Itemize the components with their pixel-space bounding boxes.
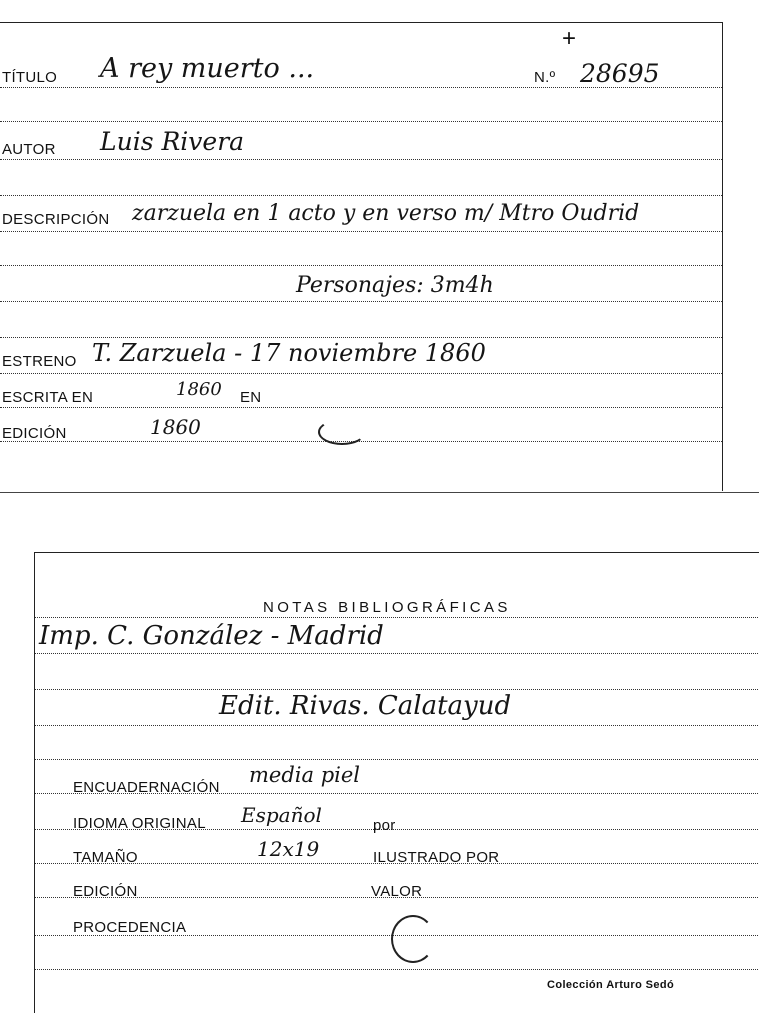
numero-value: 28695	[580, 59, 660, 88]
notes-line-2: Edit. Rivas. Calatayud	[219, 691, 512, 721]
titulo-value: A rey muerto ...	[100, 53, 315, 84]
rule	[0, 373, 722, 374]
estreno-value: T. Zarzuela - 17 noviembre 1860	[92, 339, 486, 367]
top-catalog-card	[0, 22, 723, 491]
idioma-original-label: IDIOMA ORIGINAL	[73, 815, 206, 832]
descripcion-value: zarzuela en 1 acto y en verso m/ Mtro Oudrid	[132, 201, 640, 226]
card-divider	[0, 492, 759, 493]
rule	[35, 689, 759, 690]
encuadernacion-value: media piel	[249, 763, 360, 787]
por-label: por	[373, 817, 396, 834]
notes-line-1: Imp. C. González - Madrid	[39, 621, 384, 651]
numero-label: N.º	[534, 69, 556, 86]
autor-value: Luis Rivera	[100, 127, 245, 156]
rule	[0, 231, 722, 232]
rule	[0, 195, 722, 196]
rule	[0, 301, 722, 302]
notas-heading: NOTAS BIBLIOGRÁFICAS	[263, 599, 511, 616]
rule	[0, 159, 722, 160]
rule	[35, 617, 759, 618]
valor-label: VALOR	[371, 883, 423, 900]
collection-credit: Colección Arturo Sedó	[547, 979, 675, 991]
titulo-label: TÍTULO	[2, 69, 58, 86]
encuadernacion-label: ENCUADERNACIÓN	[73, 779, 220, 796]
rule	[0, 265, 722, 266]
rule	[0, 121, 722, 122]
descripcion-label: DESCRIPCIÓN	[2, 211, 110, 228]
autor-label: AUTOR	[2, 141, 56, 158]
edicion-label: EDICIÓN	[2, 425, 67, 442]
rule	[35, 969, 759, 970]
tamano-label: TAMAÑO	[73, 849, 138, 866]
estreno-label: ESTRENO	[2, 353, 77, 370]
plus-mark: +	[562, 25, 577, 52]
rule	[0, 407, 722, 408]
ilustrado-por-label: ILUSTRADO POR	[373, 849, 500, 866]
descripcion-value-2: Personajes: 3m4h	[296, 273, 494, 298]
escrita-en-label: ESCRITA EN	[2, 389, 94, 406]
rule	[35, 653, 759, 654]
rule	[0, 337, 722, 338]
ink-mark	[391, 915, 435, 963]
procedencia-label: PROCEDENCIA	[73, 919, 187, 936]
rule	[0, 441, 722, 442]
bottom-catalog-card	[34, 552, 759, 1013]
edicion-value: 1860	[150, 415, 201, 439]
ink-mark	[318, 419, 366, 445]
idioma-original-value: Español	[241, 803, 322, 827]
rule	[35, 759, 759, 760]
edicion-bottom-label: EDICIÓN	[73, 883, 138, 900]
en-label: EN	[240, 389, 262, 406]
tamano-value: 12x19	[257, 837, 320, 861]
rule	[35, 725, 759, 726]
escrita-en-value: 1860	[176, 379, 222, 400]
